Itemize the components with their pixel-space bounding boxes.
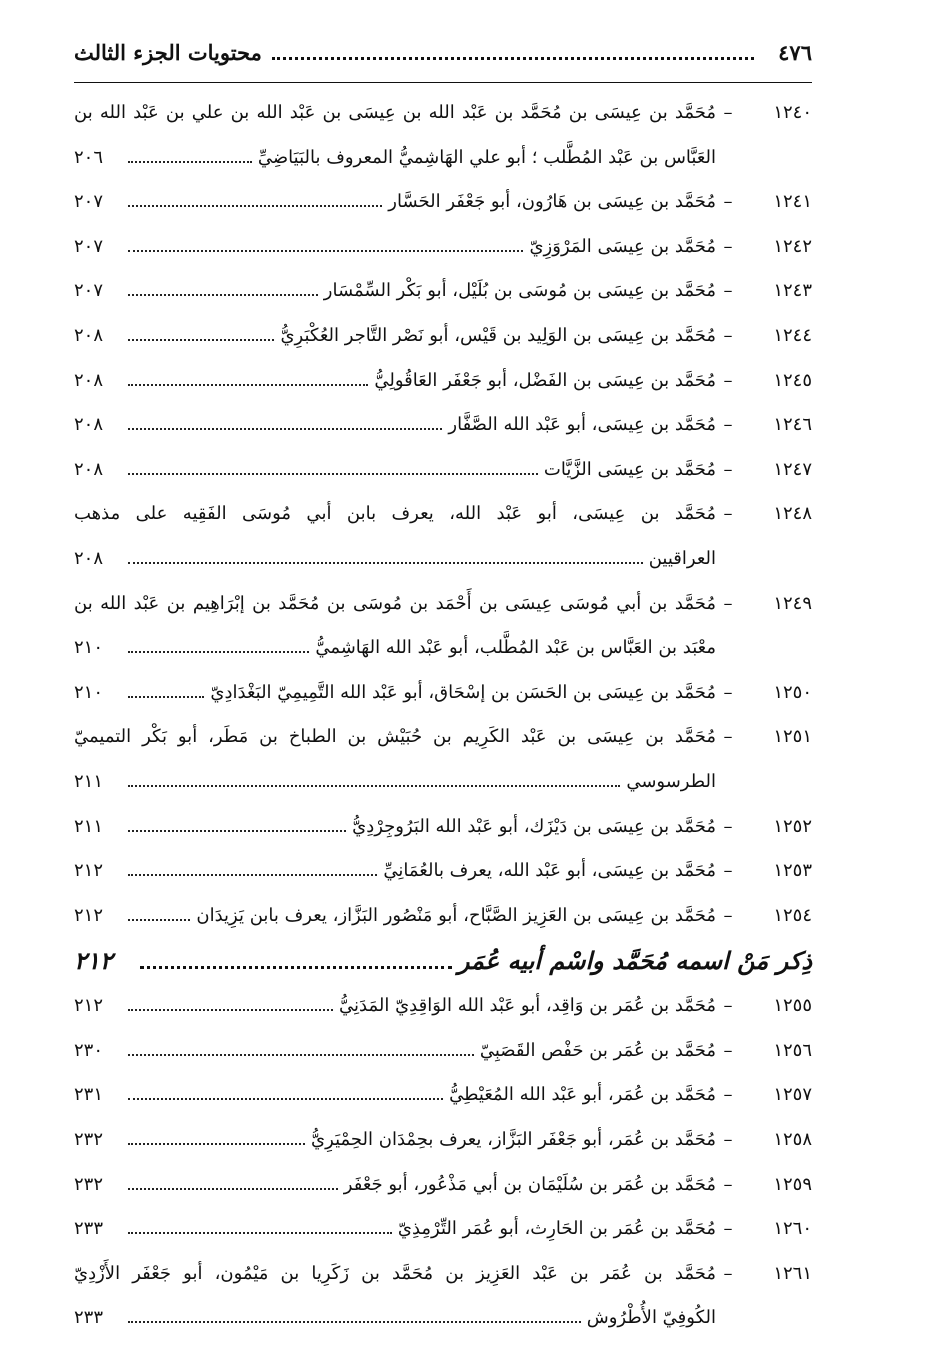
entry-dash: – [723, 1218, 733, 1240]
index-entry [74, 180, 812, 225]
entry-number: ١٢٥٦ [773, 1039, 812, 1061]
index-entry [74, 359, 812, 404]
entry-page-ref: ٢٣٢ [74, 1129, 104, 1151]
header-leader-dots [272, 57, 754, 60]
entry-text: مُحَمَّد بن عِيسَى بن مُوسَى بن بُلَيْل، أبو بَكْر السِّمْسَار [323, 280, 716, 302]
entry-text: معْبَد بن العَبَّاس بن عَبْد المُطَّلب، أبو عَبْد الله الهَاشِميُّ [315, 637, 716, 659]
entry-page-ref: ٢٣١ [74, 1084, 104, 1106]
entry-number: ١٢٤٥ [773, 369, 812, 391]
entry-dash: – [723, 280, 733, 302]
entry-line [74, 1296, 812, 1341]
entry-dash: – [723, 191, 733, 213]
running-title: محتويات الجزء الثالث [74, 40, 262, 65]
entry-number: ١٢٤٣ [773, 280, 812, 302]
leader-dots [128, 428, 442, 430]
entry-dash: – [723, 503, 733, 525]
entry-number: ١٢٥١ [773, 726, 812, 748]
entry-dash: – [723, 904, 733, 926]
leader-dots [128, 294, 318, 296]
entry-text: مُحَمَّد بن عُمَر بن وَاقِد، أبو عَبْد الله الوَاقِدِيّ المَدَنِيُّ [339, 995, 716, 1017]
index-entry [74, 403, 812, 448]
leader-dots [128, 785, 620, 787]
entry-line [74, 225, 812, 270]
entry-text: مُحَمَّد بن عِيسَى بن عَبْد الكَرِيم بن حُبَيْش بن الطباخ بن مَطَر، أبو بَكْر التميميّ [74, 726, 716, 748]
section-page-ref: ٢١٢ [74, 946, 113, 976]
entry-dash: – [723, 1173, 733, 1195]
index-entry [74, 1029, 812, 1074]
index-entry [74, 269, 812, 314]
entry-number: ١٢٥٥ [773, 995, 812, 1017]
entry-dash: – [723, 324, 733, 346]
entry-text: مُحَمَّد بن عِيسَى، أبو عَبْد الله الصَّفَّار [448, 414, 716, 436]
entry-number: ١٢٤٤ [773, 324, 812, 346]
entry-dash: – [723, 860, 733, 882]
entry-line [74, 91, 812, 136]
entry-page-ref: ٢٠٧ [74, 280, 104, 302]
entry-line [74, 492, 812, 537]
index-entry [74, 1252, 812, 1341]
entry-text: مُحَمَّد بن عُمَر، أبو جَعْفَر البَزَّاز، يعرف بحِمْدَان الحِمْيَرِيُّ [311, 1129, 716, 1151]
entry-page-ref: ٢١١ [74, 815, 104, 837]
entry-line [74, 136, 812, 181]
entry-line [74, 314, 812, 359]
entry-line [74, 537, 812, 582]
entries-list-a [74, 91, 812, 938]
entry-text: مُحَمَّد بن عُمَر بن حَفْص القَصَبِيّ [479, 1039, 716, 1061]
entry-page-ref: ٢٣٠ [74, 1039, 104, 1061]
leader-dots [128, 1321, 581, 1323]
leader-dots [128, 1009, 333, 1011]
entry-dash: – [723, 235, 733, 257]
entry-line [74, 849, 812, 894]
entry-line [74, 403, 812, 448]
leader-dots [128, 651, 309, 653]
leader-dots [128, 874, 377, 876]
index-entry [74, 314, 812, 359]
entry-text: مُحَمَّد بن عِيسَى بن الوَلِيد بن قَيْس، أبو نَصْر التَّاجر العُكْبَرِيُّ [280, 324, 716, 346]
leader-dots [128, 473, 538, 475]
index-entry [74, 849, 812, 894]
index-entry [74, 1118, 812, 1163]
entry-text: مُحَمَّد بن عِيسَى بن الحَسَن بن إسْحَاق، أبو عَبْد الله التَّمِيمِيّ البَغْدَادِيّ [210, 681, 716, 703]
entry-page-ref: ٢١٢ [74, 904, 104, 926]
index-entry [74, 805, 812, 850]
entry-page-ref: ٢٣٣ [74, 1307, 104, 1329]
entry-text: مُحَمَّد بن عُمَر بن الحَارِث، أبو عُمَر التِّرْمِذِيّ [397, 1218, 716, 1240]
entry-page-ref: ٢١٠ [74, 637, 104, 659]
entry-line [74, 671, 812, 716]
section-heading [74, 938, 812, 984]
entry-dash: – [723, 1129, 733, 1151]
entry-text: الكُوفِيّ الأُطْرُوش [586, 1307, 716, 1329]
section-leader-dots [140, 966, 452, 969]
entry-text: مُحَمَّد بن عُمَر بن سُلَيْمَان بن أبي مَذْعُور، أبو جَعْفَر [343, 1173, 716, 1195]
entry-page-ref: ٢١٢ [74, 860, 104, 882]
entry-text: مُحَمَّد بن عِيسَى، أبو عَبْد الله، يعرف بابن أبي مُوسَى الفَقِيه على مذهب [74, 503, 716, 525]
entry-page-ref: ٢١٠ [74, 681, 104, 703]
entry-line [74, 1073, 812, 1118]
entry-text: مُحَمَّد بن عِيسَى الزَّيَّات [543, 458, 716, 480]
leader-dots [128, 696, 204, 698]
entry-text: مُحَمَّد بن عِيسَى بن دَيْزَك، أبو عَبْد الله البَرُوجِرْدِيُّ [352, 815, 716, 837]
entry-text: مُحَمَّد بن عُمَر، أبو عَبْد الله المُعَيْطِيُّ [449, 1084, 716, 1106]
index-entry [74, 225, 812, 270]
entry-page-ref: ٢٠٧ [74, 191, 104, 213]
leader-dots [128, 830, 346, 832]
entry-line [74, 448, 812, 493]
entry-number: ١٢٦١ [773, 1262, 812, 1284]
entry-number: ١٢٤٠ [773, 102, 812, 123]
entry-dash: – [723, 369, 733, 391]
entry-text: مُحَمَّد بن عِيسَى بن العَزِيز الصَّبَّاح، أبو مَنْصُور البَزَّاز، يعرف بابن يَزِيدَان [196, 904, 716, 926]
entry-line [74, 1118, 812, 1163]
index-entry [74, 715, 812, 804]
entry-text: مُحَمَّد بن عِيسَى بن مُحَمَّد بن عَبْد الله بن عِيسَى بن عَبْد الله بن علي بن عَبْد الله بن [74, 102, 716, 123]
entry-text: العَبَّاس بن عَبْد المُطَّلب ؛ أبو علي الهَاشِميُّ المعروف بالبَيَاضِيِّ [257, 146, 716, 168]
entry-dash: – [723, 102, 733, 123]
entry-page-ref: ٢٠٨ [74, 324, 104, 346]
entry-line [74, 180, 812, 225]
entry-line [74, 760, 812, 805]
entry-text: مُحَمَّد بن عِيسَى بن الفَضْل، أبو جَعْفَر العَاقُولِيُّ [374, 369, 716, 391]
entry-page-ref: ٢٠٨ [74, 369, 104, 391]
entry-page-ref: ٢١١ [74, 770, 104, 792]
entry-line [74, 805, 812, 850]
entry-page-ref: ٢٠٧ [74, 235, 104, 257]
entry-line [74, 715, 812, 760]
entry-page-ref: ٢٣٣ [74, 1218, 104, 1240]
leader-dots [128, 1188, 338, 1190]
leader-dots [128, 339, 274, 341]
entry-line [74, 1207, 812, 1252]
index-entry [74, 894, 812, 939]
entry-text: مُحَمَّد بن عِيسَى بن هَارُون، أبو جَعْفَر الحَسَّار [388, 191, 716, 213]
page-number: ٤٧٦ [778, 40, 812, 65]
entry-line [74, 582, 812, 627]
entry-line [74, 269, 812, 314]
leader-dots [128, 384, 368, 386]
index-entry [74, 671, 812, 716]
entry-number: ١٢٤٦ [773, 414, 812, 436]
entry-number: ١٢٥٠ [773, 681, 812, 703]
entry-dash: – [723, 414, 733, 436]
entry-text: مُحَمَّد بن عِيسَى المَرْوَزِيّ [529, 235, 716, 257]
entry-line [74, 984, 812, 1029]
entry-dash: – [723, 1039, 733, 1061]
entry-dash: – [723, 458, 733, 480]
leader-dots [128, 919, 190, 921]
leader-dots [128, 161, 252, 163]
entry-dash: – [723, 1084, 733, 1106]
entry-page-ref: ٢٠٦ [74, 146, 104, 168]
entry-number: ١٢٤٧ [773, 458, 812, 480]
entry-line [74, 359, 812, 404]
index-entry [74, 1163, 812, 1208]
entry-page-ref: ٢٠٨ [74, 414, 104, 436]
entry-dash: – [723, 995, 733, 1017]
entry-number: ١٢٥٨ [773, 1129, 812, 1151]
entries-list-b [74, 984, 812, 1341]
entry-number: ١٢٤٢ [773, 235, 812, 257]
leader-dots [128, 1098, 443, 1100]
leader-dots [128, 562, 643, 564]
entry-number: ١٢٤٩ [773, 592, 812, 614]
index-entry [74, 91, 812, 180]
entry-number: ١٢٤٨ [773, 503, 812, 525]
leader-dots [128, 1143, 305, 1145]
entry-number: ١٢٥٢ [773, 815, 812, 837]
entry-page-ref: ٢٣٢ [74, 1173, 104, 1195]
entry-dash: – [723, 681, 733, 703]
entry-text: العراقيين [648, 547, 716, 569]
entry-number: ١٢٥٣ [773, 860, 812, 882]
entry-number: ١٢٤١ [773, 191, 812, 213]
entry-line [74, 1252, 812, 1297]
index-entry [74, 582, 812, 671]
leader-dots [128, 1232, 392, 1234]
entry-text: مُحَمَّد بن عِيسَى، أبو عَبْد الله، يعرف بالعُمَانِيِّ [383, 860, 716, 882]
index-entry [74, 1073, 812, 1118]
leader-dots [128, 250, 523, 252]
entry-text: مُحَمَّد بن أبي مُوسَى عِيسَى بن أَحْمَد بن مُوسَى بن مُحَمَّد بن إبْرَاهِيم بن عَبْد الله بن [74, 592, 716, 614]
entry-text: الطرسوسي [626, 770, 716, 792]
entry-number: ١٢٥٧ [773, 1084, 812, 1106]
entry-page-ref: ٢٠٨ [74, 458, 104, 480]
index-entry [74, 448, 812, 493]
entry-page-ref: ٢٠٨ [74, 547, 104, 569]
index-entry [74, 1207, 812, 1252]
entry-number: ١٢٥٤ [773, 904, 812, 926]
page-header [74, 40, 812, 83]
entry-line [74, 1029, 812, 1074]
entry-line [74, 626, 812, 671]
leader-dots [128, 1054, 474, 1056]
index-entry [74, 984, 812, 1029]
index-entry [74, 492, 812, 581]
entry-text: مُحَمَّد بن عُمَر بن عَبْد العَزِيز بن مُحَمَّد بن زَكَرِيا بن مَيْمُون، أبو جَعْفَر الأَزْدِيّ [74, 1262, 716, 1284]
section-title: ذِكر مَنْ اسمه مُحَمَّد واسْم أبيه عُمَر [457, 946, 812, 976]
entry-number: ١٢٦٠ [773, 1218, 812, 1240]
entry-dash: – [723, 815, 733, 837]
entry-dash: – [723, 1262, 733, 1284]
entry-line [74, 894, 812, 939]
leader-dots [128, 205, 382, 207]
entry-page-ref: ٢١٢ [74, 995, 104, 1017]
entry-dash: – [723, 726, 733, 748]
entry-dash: – [723, 592, 733, 614]
entry-line [74, 1163, 812, 1208]
entry-number: ١٢٥٩ [773, 1173, 812, 1195]
